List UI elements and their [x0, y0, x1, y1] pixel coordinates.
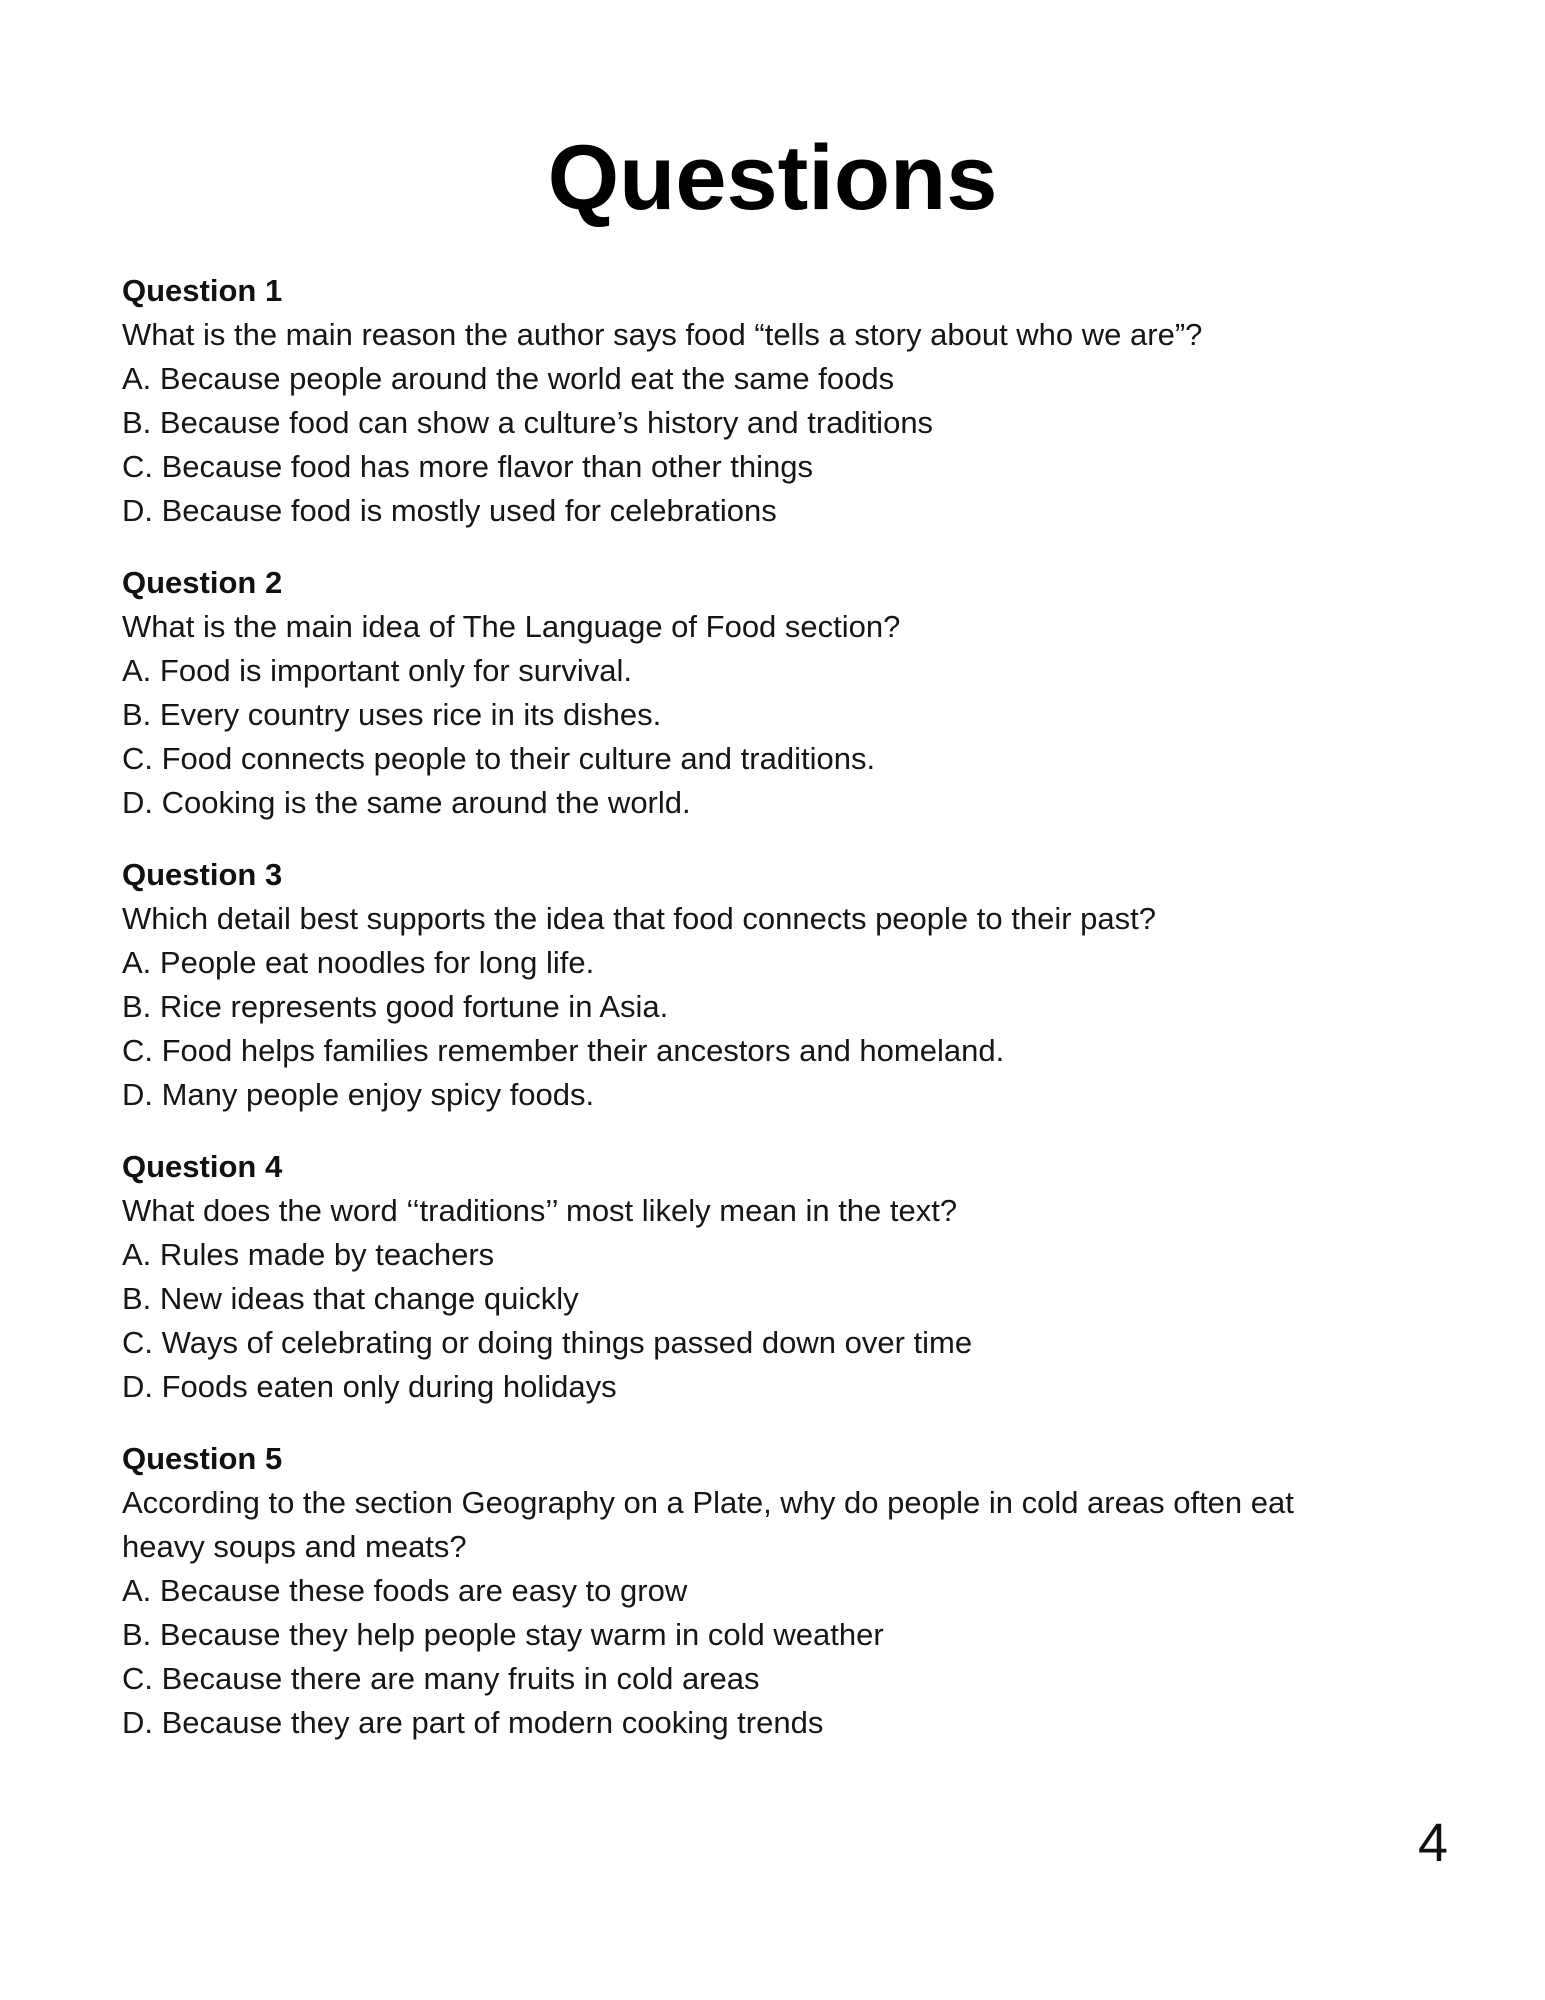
question-prompt: What is the main idea of The Language of Food section? — [122, 609, 901, 645]
question-block — [122, 1145, 1382, 1409]
answer-option: C. Food helps families remember their ancestors and homeland. — [122, 1033, 1005, 1069]
question-heading: Question 4 — [122, 1149, 283, 1185]
answer-option: C. Food connects people to their culture and traditions. — [122, 741, 876, 777]
answer-option: A. Because these foods are easy to grow — [122, 1573, 688, 1609]
question-block — [122, 561, 1382, 825]
answer-option: C. Because food has more flavor than other things — [122, 449, 814, 485]
question-heading: Question 5 — [122, 1441, 283, 1477]
question-prompt: What does the word ‘‘traditions’’ most likely mean in the text? — [122, 1193, 958, 1229]
page-number: 4 — [1417, 1813, 1448, 1873]
question-heading: Question 1 — [122, 273, 283, 309]
question-prompt: According to the section Geography on a Plate, why do people in cold areas often eat heavy soups and meats? — [122, 1485, 1294, 1565]
page-title: Questions — [547, 127, 998, 229]
question-prompt: What is the main reason the author says food “tells a story about who we are”? — [122, 317, 1203, 353]
answer-option: C. Because there are many fruits in cold areas — [122, 1661, 760, 1697]
answer-option: C. Ways of celebrating or doing things passed down over time — [122, 1325, 973, 1361]
answer-option: D. Cooking is the same around the world. — [122, 785, 691, 821]
question-block — [122, 269, 1382, 533]
answer-option: B. Every country uses rice in its dishes. — [122, 697, 662, 733]
answer-option: A. Because people around the world eat the same foods — [122, 361, 895, 397]
answer-option: A. Rules made by teachers — [122, 1237, 495, 1273]
questions-list — [0, 269, 1382, 1745]
question-prompt: Which detail best supports the idea that food connects people to their past? — [122, 901, 1156, 937]
question-heading: Question 2 — [122, 565, 283, 601]
answer-option: B. Because food can show a culture’s history and traditions — [122, 405, 934, 441]
answer-option: A. People eat noodles for long life. — [122, 945, 595, 981]
answer-option: A. Food is important only for survival. — [122, 653, 632, 689]
answer-option: B. Rice represents good fortune in Asia. — [122, 989, 669, 1025]
answer-option: B. Because they help people stay warm in cold weather — [122, 1617, 884, 1653]
answer-option: B. New ideas that change quickly — [122, 1281, 579, 1317]
question-heading: Question 3 — [122, 857, 283, 893]
answer-option: D. Because they are part of modern cooking trends — [122, 1705, 824, 1741]
answer-option: D. Foods eaten only during holidays — [122, 1369, 617, 1405]
answer-option: D. Because food is mostly used for celebrations — [122, 493, 777, 529]
answer-option: D. Many people enjoy spicy foods. — [122, 1077, 595, 1113]
question-block — [122, 1437, 1382, 1745]
question-block — [122, 853, 1382, 1117]
